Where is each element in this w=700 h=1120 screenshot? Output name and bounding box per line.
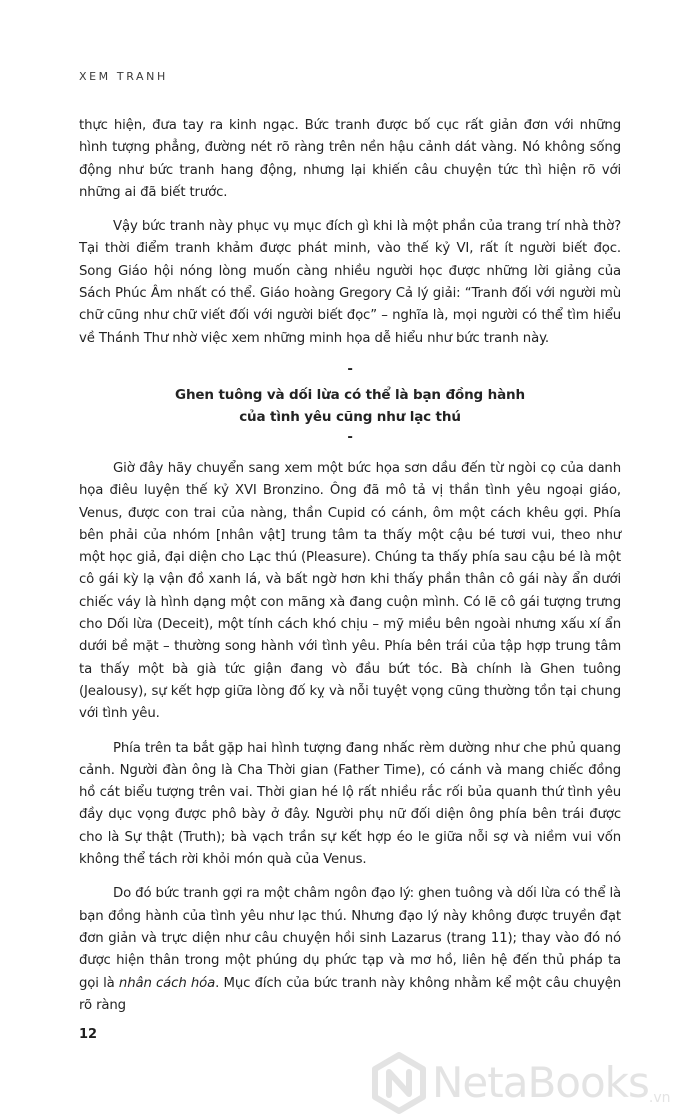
paragraph-1: thực hiện, đưa tay ra kinh ngạc. Bức tranh được bố cục rất giản đơn với những hình tượng phẳng, đường nét rõ ràng trên nền hậu cảnh dát vàng. Nó không sống động như bức tranh hang động, nhưng lại khiến câu chuyện tức thì hiện rõ với những ai đã biết trước. [79, 118, 621, 200]
watermark-brand-text: NetaBooks [432, 1058, 649, 1107]
paragraph-4: Phía trên ta bắt gặp hai hình tượng đang nhấc rèm dường như che phủ quang cảnh. Người đàn ông là Cha Thời gian (Father Time), có cánh và mang chiếc đồng hồ cát biểu tượng trên vai. Thời gian hé lộ rất nhiều rắc rối bủa quanh thứ tình yêu đầy dục vọng được phô bày ở đây. Người phụ nữ đối diện ông phía bên trái được cho là Sự thật (Truth); bà vạch trần sự kết hợp éo le giữa nỗi sợ và niềm vui vốn không thể tách rời khỏi món quà của Venus. [79, 740, 621, 868]
page-number: 12 [79, 1027, 98, 1042]
running-head: XEM TRANH [79, 70, 168, 83]
section-separator-top: - [347, 361, 353, 377]
netabooks-logo-icon [368, 1052, 430, 1114]
watermark [368, 1046, 700, 1120]
section-separator-bottom: - [347, 429, 353, 445]
paragraph-5-text-end: . Mục đích của bức tranh này không nhằm kể một câu chuyện rõ ràng [79, 975, 621, 1013]
paragraph-5 [79, 883, 621, 1017]
body-text [79, 115, 621, 1029]
paragraph-5-text-start: Do đó bức tranh gợi ra một châm ngôn đạo lý: ghen tuông và dối lừa có thể là bạn đồng hành của tình yêu như lạc thú. Nhưng đạo lý này không được truyền đạt đơn giản và trực diện như câu chuyện hồi sinh Lazarus (trang 11); thay vào đó nó được hiện thân trong một phúng dụ phức tạp và mơ hồ, liên hệ đến thủ pháp ta gọi là [79, 886, 621, 991]
watermark-domain-suffix: .vn [648, 1090, 671, 1106]
paragraph-3: Giờ đây hãy chuyển sang xem một bức họa sơn dầu đến từ ngòi cọ của danh họa điêu luyện thế kỷ XVI Bronzino. Ông đã mô tả vị thần tình yêu ngoại giáo, Venus, được con trai của nàng, thần Cupid có cánh, ôm một cách khêu gợi. Phía bên phải của nhóm [nhân vật] trung tâm ta thấy một cậu bé tươi vui, theo như một học giả, đại diện cho Lạc thú (Pleasure). Chúng ta thấy phía sau cậu bé là một cô gái kỳ lạ vận đồ xanh lá, và bất ngờ hơn khi thấy phần thân cô gái này ẩn dưới chiếc váy là hình dạng một con mãng xà đang cuộn mình. Có lẽ cô gái tượng trưng cho Dối lừa (Deceit), một tính cách khó chịu – mỹ miều bên ngoài nhưng xấu xí ẩn dưới bề mặt – thường song hành với tình yêu. Phía bên trái của tập hợp trung tâm ta thấy một bà già tức giận đang vò đầu bứt tóc. Bà chính là Ghen tuông (Jealousy), sự kết hợp giữa lòng đố kỵ và nỗi tuyệt vọng cũng thường tồn tại chung với tình yêu. [79, 460, 621, 722]
paragraph-2: Vậy bức tranh này phục vụ mục đích gì khi là một phần của trang trí nhà thờ? Tại thời điểm tranh khảm được phát minh, vào thế kỷ VI, rất ít người biết đọc. Song Giáo hội nóng lòng muốn càng nhiều người học được những lời giảng của Sách Phúc Âm nhất có thể. Giáo hoàng Gregory Cả lý giải: “Tranh đối với người mù chữ cũng như chữ viết đối với người biết đọc” – nghĩa là, mọi người có thể tìm hiểu về Thánh Thư nhờ việc xem những minh họa dễ hiểu như bức tranh này. [79, 219, 621, 346]
paragraph-5-italic-term: nhân cách hóa [118, 975, 216, 991]
section-heading-line-1: Ghen tuông và dối lừa có thể là bạn đồng hành [175, 386, 525, 403]
section-heading-line-2: của tình yêu cũng như lạc thú [239, 408, 461, 425]
